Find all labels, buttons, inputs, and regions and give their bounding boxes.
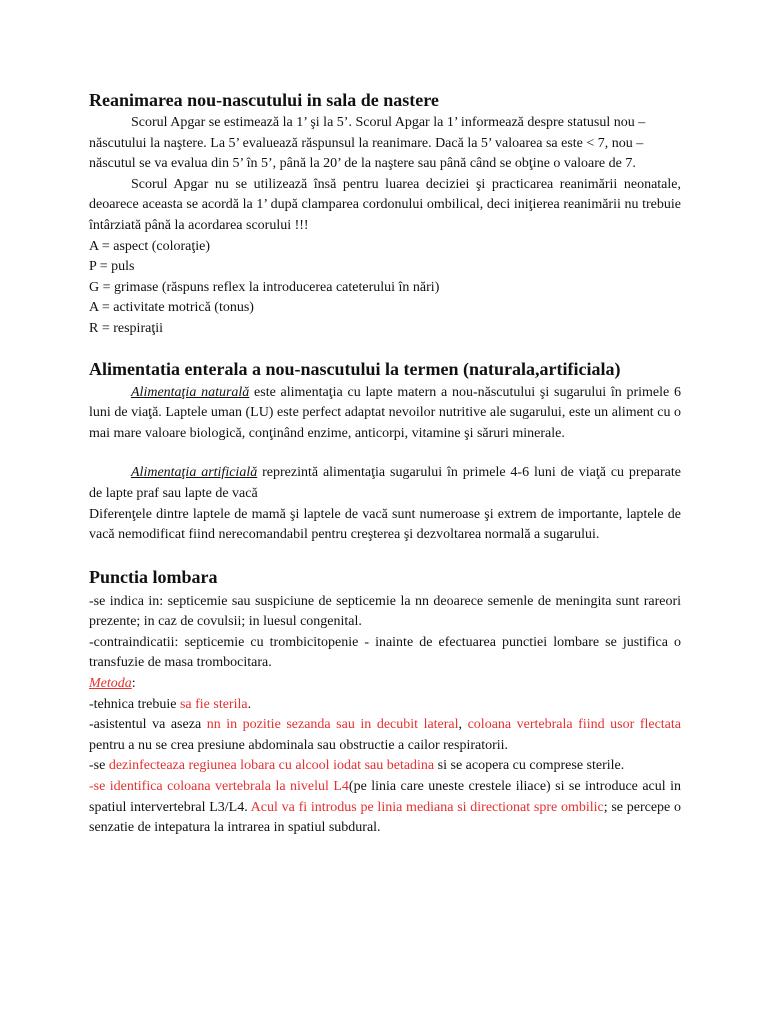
metoda-identificare: -se identifica coloana vertebrala la nivelul L4(pe linia care uneste crestele iliace) si se introduce acul in spatiul intervertebral L3/L4. Acul va fi introdus pe linia mediana si directionat spre ombilic; se percepe o senzatie de intepatura la intrarea in spatiul subdural. — [89, 779, 682, 836]
paragraph-diferente: Diferenţele dintre laptele de mamă şi laptele de vacă sunt numeroase şi extrem de importante, laptele de vacă nemodificat fiind nerecomandabil pentru creşterea şi dezvoltarea normală a sugarului. — [89, 506, 681, 543]
term-alimentatie-artificiala: Alimentaţia artificială — [131, 465, 258, 481]
document-page — [89, 88, 681, 839]
section-title-punctie: Punctia lombara — [89, 566, 218, 587]
paragraph-alimentatie-artificiala: Alimentaţia artificială reprezintă alimentaţia sugarului în primele 4-6 luni de viaţă cu preparate de lapte praf sau lapte de vacă — [89, 465, 681, 501]
section-punctie — [89, 565, 681, 839]
metoda-dezinfectie: -se dezinfecteaza regiunea lobara cu alcool iodat sau betadina si se acopera cu comprese sterile. — [89, 758, 625, 774]
section-title-reanimare: Reanimarea nou-nascutului in sala de nastere — [89, 90, 439, 110]
term-alimentatie-naturala: Alimentaţia naturală — [131, 384, 250, 400]
apgar-list-item: P = puls — [89, 259, 135, 275]
section-alimentatie — [89, 357, 681, 546]
section-reanimare — [89, 88, 681, 340]
metoda-heading: Metoda: — [89, 676, 136, 692]
paragraph-alimentatie-naturala: Alimentaţia naturală este alimentaţia cu lapte matern a nou-născutului şi sugarului în primele 6 luni de viaţă. Laptele uman (LU) este perfect adaptat nevoilor nutritive ale sugarului, este un aliment cu o mai mare valoare biologică, conţinând enzime, anticorpi, vitamine şi săruri minerale. — [89, 384, 681, 441]
apgar-list-item: G = grimase (răspuns reflex la introducerea cateterului în nări) — [89, 279, 440, 295]
apgar-list-item: A = aspect (coloraţie) — [89, 238, 211, 254]
section-title-alimentatie: Alimentatia enterala a nou-nascutului la termen (naturala,artificiala) — [89, 358, 621, 379]
paragraph-contraindicatii: -contraindicatii: septicemie cu trombicitopenie - inainte de efectuarea punctiei lombare se justifica o transfuzie de masa trombocitara. — [89, 634, 681, 671]
paragraph-apgar-2: Scorul Apgar nu se utilizează însă pentru luarea deciziei şi practicarea reanimării neonatale, deoarece aceasta se acordă la 1’ după clamparea cordonului ombilical, deci iniţierea reanimării nu trebuie întârziată până la acordarea scorului !!! — [89, 176, 681, 233]
paragraph-apgar-1: Scorul Apgar se estimează la 1’ şi la 5’. Scorul Apgar la 1’ informează despre statusul nou – născutului la naştere. La 5’ evaluează răspunsul la reanimare. Dacă la 5’ valoarea sa este < 7, nou –născutul se va evalua din 5’ în 5’, până la 20’ de la naştere sau până când se obţine o valoare de 7. — [89, 115, 646, 172]
metoda-asistent: -asistentul va aseza nn in pozitie sezanda sau in decubit lateral, coloana vertebrala fiind usor flectata pentru a nu se crea presiune abdominala sau obstructie a cailor respiratorii. — [89, 717, 682, 753]
metoda-tehnica: -tehnica trebuie sa fie sterila. — [89, 696, 252, 712]
paragraph-indicatii: -se indica in: septicemie sau suspiciune de septicemie la nn deoarece semenle de meningita sunt rareori prezente; in caz de covulsii; in luesul congenital. — [89, 593, 681, 630]
apgar-list-item: R = respiraţii — [89, 320, 163, 336]
apgar-list-item: A = activitate motrică (tonus) — [89, 300, 254, 316]
